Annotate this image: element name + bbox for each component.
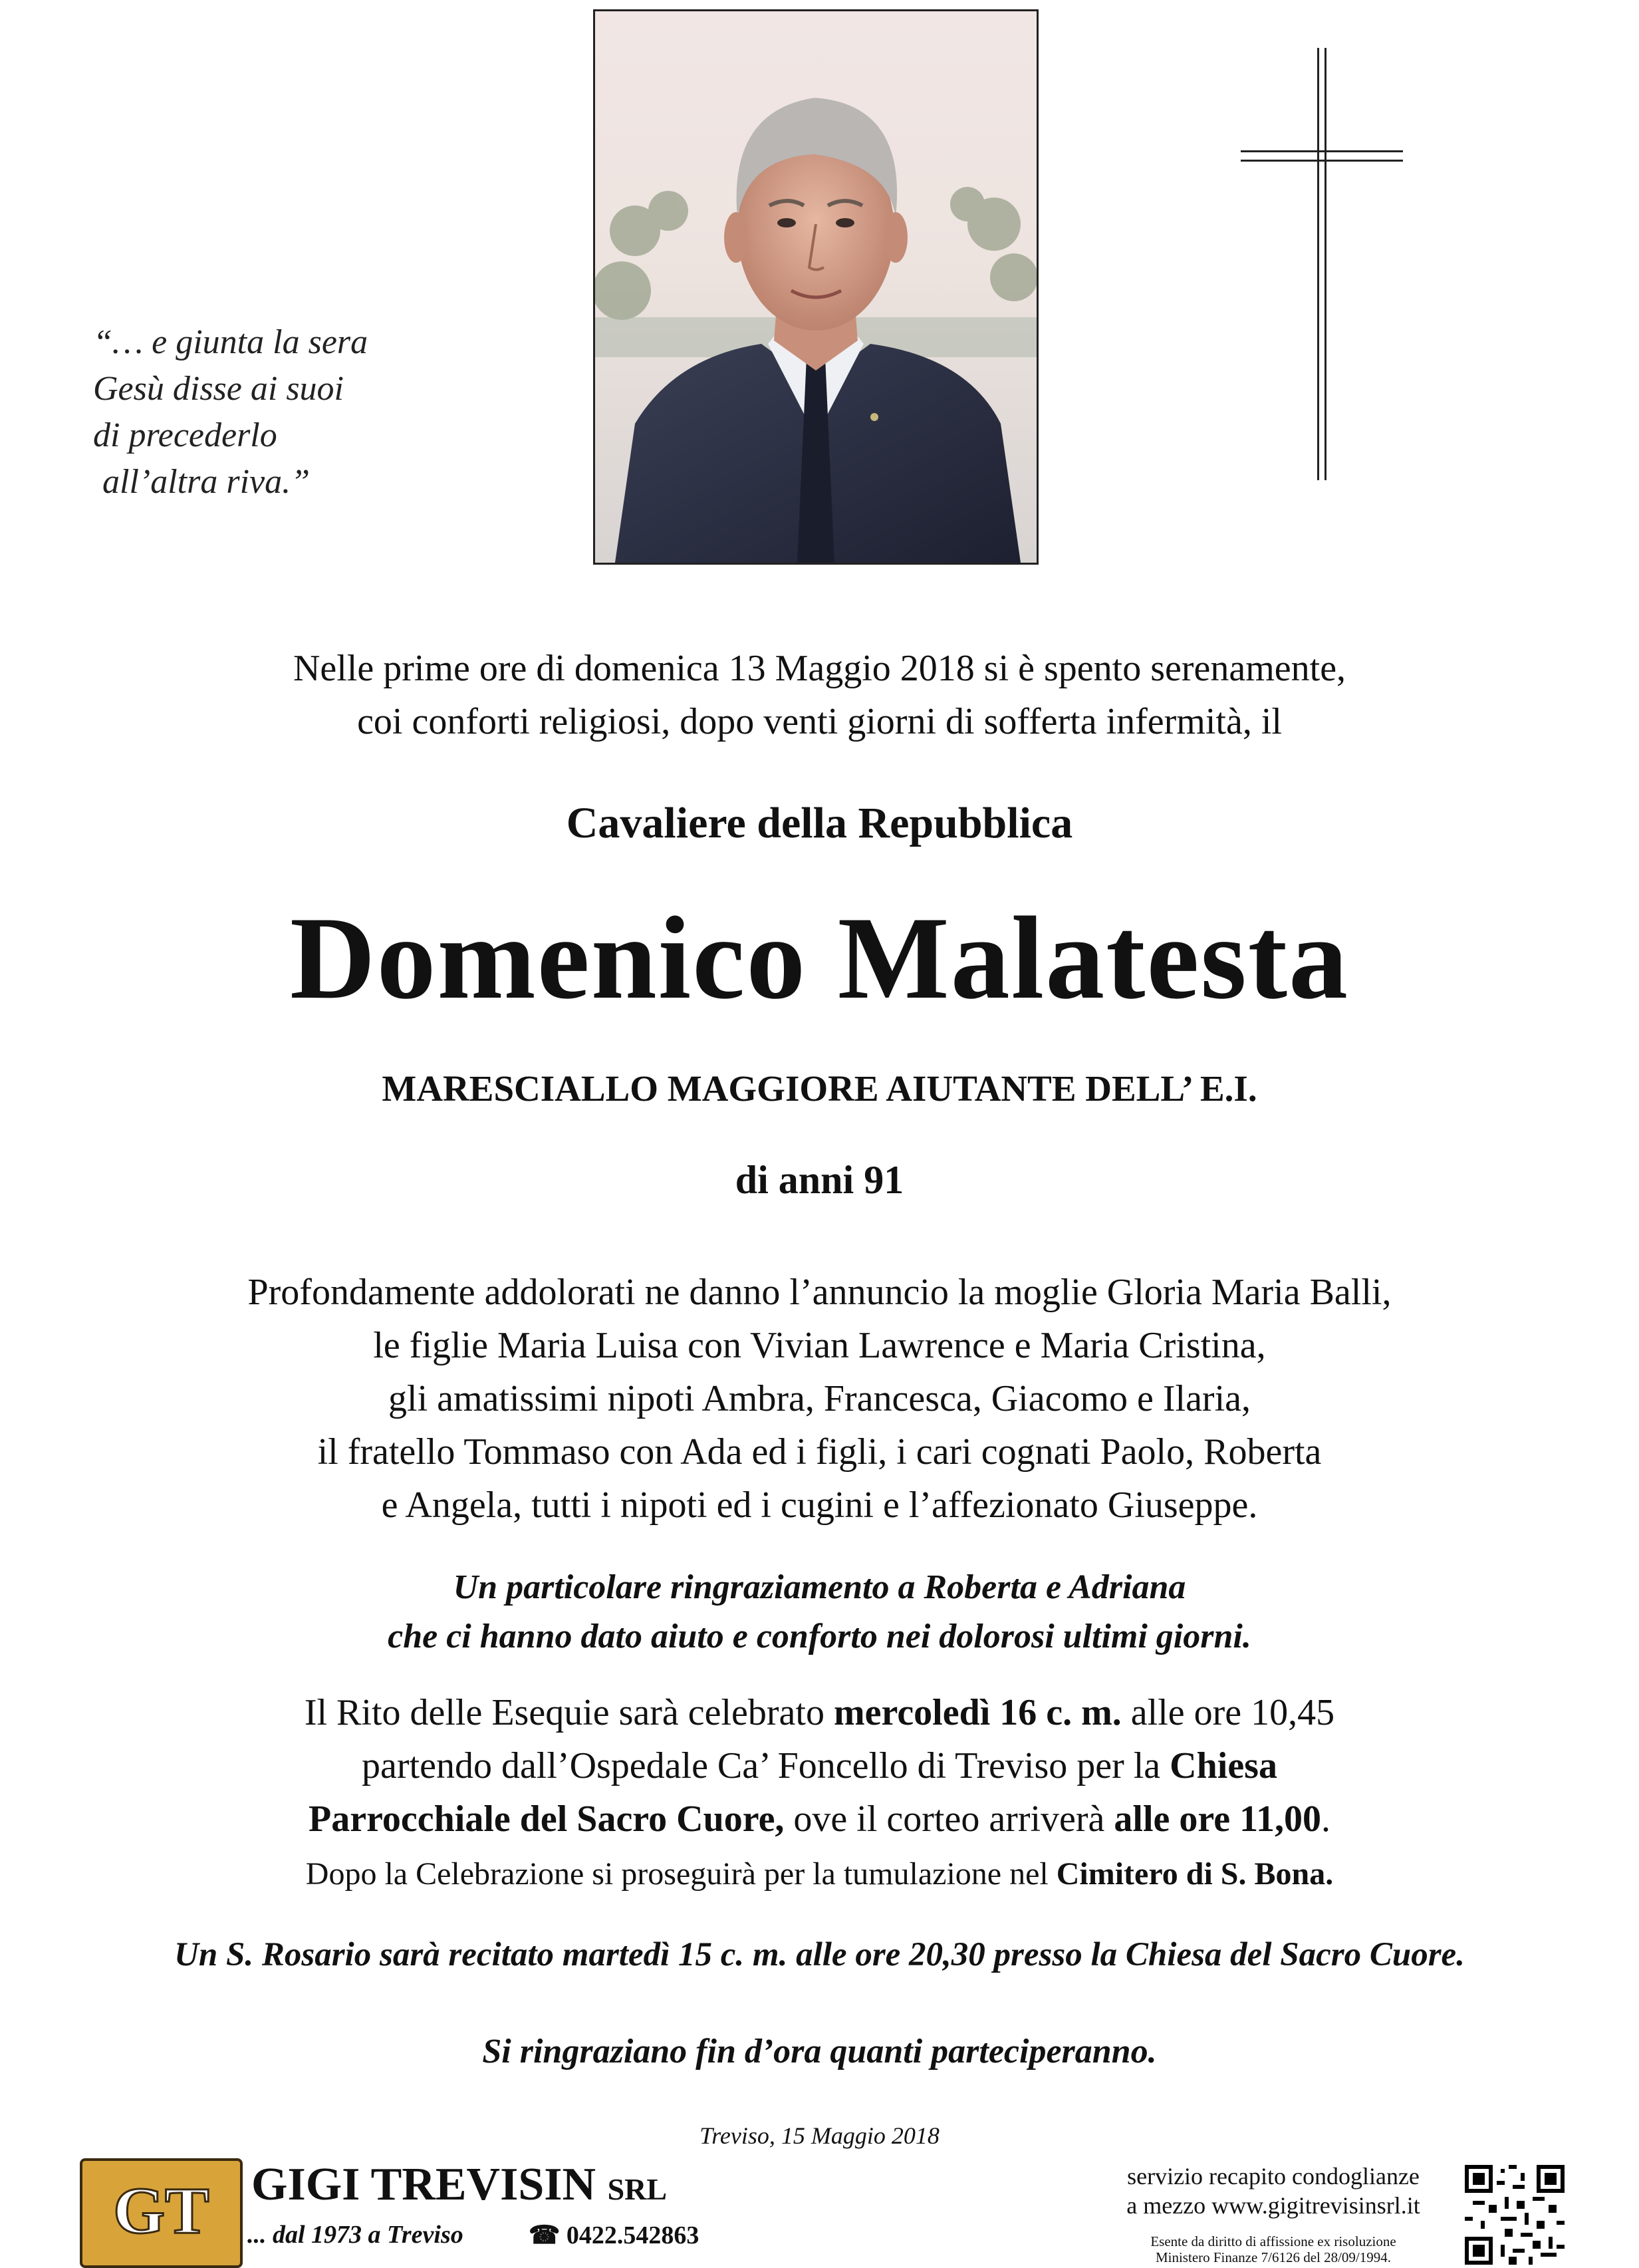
thanks-line: che ci hanno dato aiuto e conforto nei dolorosi ultimi giorni.: [388, 1618, 1251, 1655]
phone-icon: ☎: [529, 2221, 561, 2249]
funeral-date: mercoledì 16 c. m.: [833, 1692, 1122, 1733]
service-line: servizio recapito condoglianze: [1127, 2163, 1420, 2190]
company-suffix: SRL: [607, 2172, 668, 2206]
cross-icon: [1241, 150, 1403, 152]
age: di anni 91: [735, 1158, 904, 1202]
exempt-line: Esente da diritto di affissione ex risoluzione: [1150, 2233, 1396, 2249]
exempt-line: Ministero Finanze 7/6126 del 28/09/1994.: [1155, 2249, 1392, 2265]
tax-exemption-note: [1104, 2233, 1443, 2265]
cross-icon: [1317, 48, 1319, 480]
company-logo: [80, 2158, 243, 2268]
burial-info: Dopo la Celebrazione si proseguirà per la tumulazione nel Cimitero di S. Bona.: [305, 1856, 1334, 1892]
special-thanks: [0, 1563, 1639, 1661]
family-announcement: [0, 1266, 1639, 1532]
church-name: Chiesa: [1170, 1745, 1277, 1786]
portrait-photo: [593, 9, 1039, 565]
quote-line: di precederlo: [93, 416, 277, 454]
announcement-intro: [0, 642, 1639, 748]
qr-code-icon: [1465, 2165, 1565, 2265]
funeral-details: [0, 1686, 1639, 1846]
funeral-line: Parrocchiale del Sacro Cuore, ove il corteo arriverà alle ore 11,00.: [309, 1798, 1330, 1840]
church-name: Parrocchiale del Sacro Cuore,: [309, 1798, 785, 1840]
rosary-info: Un S. Rosario sarà recitato martedì 15 c. m. alle ore 20,30 presso la Chiesa del Sacro Cuore.: [174, 1936, 1465, 1973]
family-line: e Angela, tutti i nipoti ed i cugini e l’affezionato Giuseppe.: [381, 1485, 1258, 1526]
closing-thanks: Si ringraziano fin d’ora quanti parteciperanno.: [482, 2033, 1157, 2070]
deceased-name: Domenico Malatesta: [289, 892, 1350, 1024]
family-line: le figlie Maria Luisa con Vivian Lawrence e Maria Cristina,: [373, 1325, 1266, 1366]
funeral-line: partendo dall’Ospedale Ca’ Foncello di Treviso per la Chiesa: [362, 1745, 1277, 1786]
company-phone: [529, 2220, 699, 2250]
family-line: Profondamente addolorati ne danno l’annuncio la moglie Gloria Maria Balli,: [247, 1272, 1392, 1313]
intro-line: coi conforti religiosi, dopo venti giorni di sofferta infermità, il: [357, 701, 1282, 742]
arrival-time: alle ore 11,00: [1114, 1798, 1321, 1840]
company-name: GIGI TREVISIN SRL: [251, 2159, 668, 2210]
quote-line: Gesù disse ai suoi: [93, 370, 344, 408]
family-line: il fratello Tommaso con Ada ed i figli, i cari cognati Paolo, Roberta: [317, 1431, 1322, 1473]
portrait-image: [595, 11, 1037, 563]
military-rank: MARESCIALLO MAGGIORE AIUTANTE DELL’ E.I.: [382, 1068, 1257, 1109]
logo-text: GT: [113, 2174, 209, 2247]
intro-line: Nelle prime ore di domenica 13 Maggio 2018 si è spento serenamente,: [293, 648, 1346, 689]
phone-number: 0422.542863: [566, 2221, 699, 2249]
cemetery-name: Cimitero di S. Bona.: [1056, 1856, 1334, 1892]
service-line: a mezzo www.gigitrevisinsrl.it: [1126, 2192, 1420, 2219]
place-date: Treviso, 15 Maggio 2018: [699, 2122, 940, 2149]
quote-line: all’altra riva.”: [102, 463, 311, 501]
epigraph-quote: [93, 319, 368, 505]
cross-icon: [1241, 160, 1403, 162]
thanks-line: Un particolare ringraziamento a Roberta e Adriana: [453, 1568, 1186, 1606]
honorific-title: Cavaliere della Repubblica: [566, 799, 1073, 847]
funeral-line: Il Rito delle Esequie sarà celebrato mercoledì 16 c. m. alle ore 10,45: [304, 1692, 1335, 1733]
family-line: gli amatissimi nipoti Ambra, Francesca, Giacomo e Ilaria,: [388, 1378, 1251, 1419]
company-since: ... dal 1973 a Treviso: [247, 2221, 463, 2249]
cross-icon: [1324, 48, 1326, 480]
quote-line: “… e giunta la sera: [93, 323, 368, 361]
condolence-service: [1104, 2162, 1443, 2220]
